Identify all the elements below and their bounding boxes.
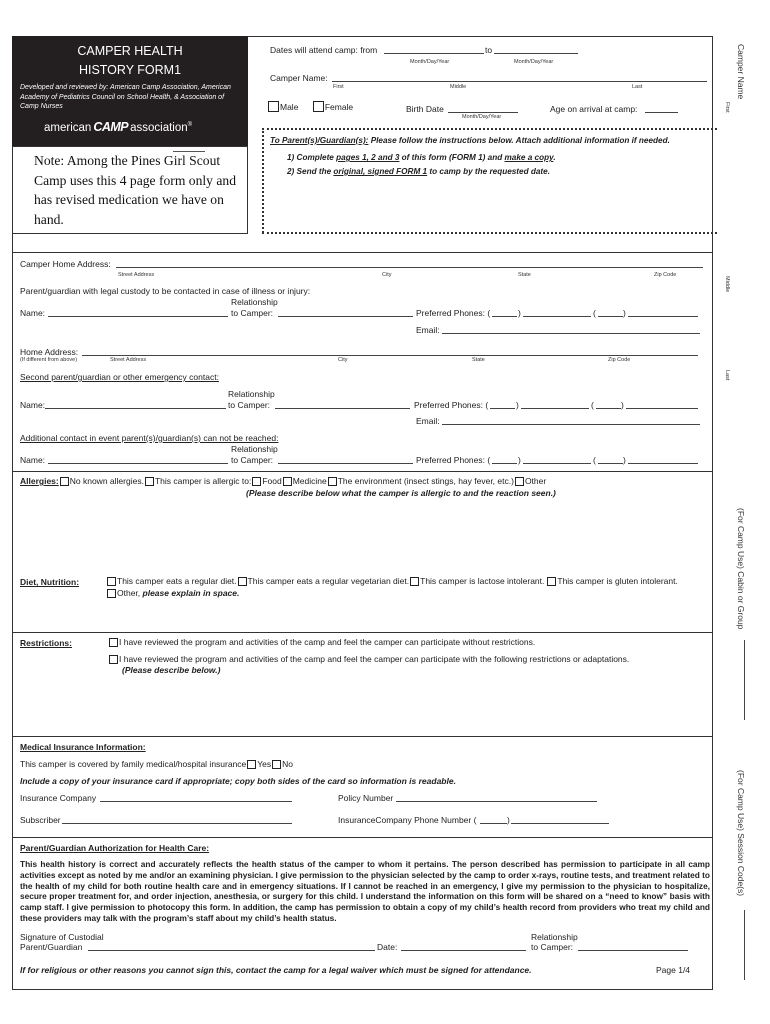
sidebar-session: (For Camp Use) Session Code(s) xyxy=(736,770,746,897)
p1-phone1-paren: ) xyxy=(518,308,521,318)
name-first-hint: First xyxy=(333,84,344,90)
subscriber-label: Subscriber xyxy=(20,815,61,825)
gluten-label: This camper is gluten intolerant. xyxy=(557,576,678,586)
insurance-label: Medical Insurance Information: xyxy=(20,742,146,752)
diet-other-label: Other, xyxy=(117,588,143,598)
instructions-lead xyxy=(270,136,670,145)
date-from-field[interactable] xyxy=(384,53,484,54)
title-box xyxy=(12,36,248,146)
waiver-note: If for religious or other reasons you cannot sign this, contact the camp for a legal waiver which must be signed for attendance. xyxy=(20,965,532,975)
p3-relationship-label: Relationship xyxy=(231,444,278,454)
sig-to-camper-label: to Camper: xyxy=(531,942,574,952)
p1-name-label: Name: xyxy=(20,308,46,318)
p1-phone1-field[interactable] xyxy=(523,316,591,317)
p1-relationship-field[interactable] xyxy=(278,316,413,317)
p3-name-field[interactable] xyxy=(48,463,228,464)
p1-phones-label: Preferred Phones: ( xyxy=(416,308,491,318)
sidebar-middle: Middle xyxy=(724,276,730,293)
alt-city-hint: City xyxy=(338,357,348,363)
camper-name-label: Camper Name: xyxy=(270,73,328,83)
p2-phone2-paren-open: ( xyxy=(591,400,594,410)
no-restrictions-checkbox[interactable] xyxy=(109,638,118,647)
insurance-phone-paren: ) xyxy=(507,815,510,825)
age-field[interactable] xyxy=(645,112,678,113)
vegetarian-diet-checkbox[interactable] xyxy=(238,577,247,586)
insurance-phone-area[interactable] xyxy=(480,823,507,824)
sidebar-camper-name: Camper Name xyxy=(736,44,746,100)
instructions-top-border xyxy=(262,128,717,130)
p1-phone2-area[interactable] xyxy=(598,316,623,317)
insurance-covered-row xyxy=(20,759,293,769)
sidebar-last: Last xyxy=(724,370,730,381)
authorization-divider xyxy=(12,837,713,838)
street-hint: Street Address xyxy=(118,272,155,278)
additional-contact-label: Additional contact in event parent(s)/guardian(s) can not be reached: xyxy=(20,433,279,443)
signature-date-field[interactable] xyxy=(401,950,526,951)
p2-relationship-label: Relationship xyxy=(228,389,275,399)
food-label: Food xyxy=(262,476,282,486)
medicine-label: Medicine xyxy=(292,476,327,486)
insurance-no-checkbox[interactable] xyxy=(272,760,281,769)
second-parent-label: Second parent/guardian or other emergency contact: xyxy=(20,372,219,382)
sidebar-first: First xyxy=(724,102,730,113)
to-label: to xyxy=(485,45,493,55)
diet-other-row xyxy=(106,588,239,598)
p1-email-label: Email: xyxy=(416,325,440,335)
subscriber-field[interactable] xyxy=(62,823,292,824)
signature-label-2: Parent/Guardian xyxy=(20,942,83,952)
step2-text-b: to camp by the requested date. xyxy=(427,167,550,176)
allergies-row xyxy=(20,476,546,486)
name-middle-hint: Middle xyxy=(450,84,467,90)
lactose-label: This camper is lactose intolerant. xyxy=(420,576,545,586)
insurance-company-label: Insurance Company xyxy=(20,793,97,803)
instructions-left-border xyxy=(262,128,264,233)
p3-phone1-area[interactable] xyxy=(492,463,517,464)
insurance-covered-label: This camper is covered by family medical/hospital insurance xyxy=(20,759,247,769)
insurance-phone-field[interactable] xyxy=(511,823,609,824)
camp-note-box xyxy=(12,146,248,234)
dates-label: Dates will attend camp: from xyxy=(270,45,378,55)
p2-phone2-field[interactable] xyxy=(626,408,698,409)
other-allergy-label: Other xyxy=(524,476,547,486)
insurance-yes-label: Yes xyxy=(257,759,272,769)
p3-phone1-paren: ) xyxy=(518,455,521,465)
p3-phone2-paren-open: ( xyxy=(593,455,596,465)
p1-phone2-paren-open: ( xyxy=(593,308,596,318)
instructions-step2 xyxy=(287,167,550,176)
food-checkbox[interactable] xyxy=(252,477,261,486)
age-label: Age on arrival at camp: xyxy=(550,104,638,114)
insurance-company-field[interactable] xyxy=(100,801,292,802)
p1-phone2-paren: ) xyxy=(623,308,626,318)
environment-label: The environment (insect stings, hay fever, etc.) xyxy=(337,476,514,486)
environment-checkbox[interactable] xyxy=(328,477,337,486)
p2-phone1-field[interactable] xyxy=(521,408,589,409)
header-divider xyxy=(12,252,713,253)
instructions-bottom-border xyxy=(262,232,717,234)
allergies-describe: (Please describe below what the camper is allergic to and the reaction seen.) xyxy=(246,488,556,498)
p1-phone2-field[interactable] xyxy=(628,316,698,317)
p2-phones-label: Preferred Phones: ( xyxy=(414,400,489,410)
alt-state-hint: State xyxy=(472,357,485,363)
allergies-divider xyxy=(12,471,713,472)
home-address-label: Camper Home Address: xyxy=(20,259,111,269)
aca-logo xyxy=(44,120,192,134)
name-last-hint: Last xyxy=(632,84,643,90)
camp-note: Note: Among the Pines Girl Scout Camp uses this 4 page form only and has revised medication we have on hand. xyxy=(34,153,236,227)
form-title-line1: CAMPER HEALTH xyxy=(77,44,183,58)
authorization-label: Parent/Guardian Authorization for Health Care: xyxy=(20,843,210,853)
custody-label: Parent/guardian with legal custody to be contacted in case of illness or injury: xyxy=(20,286,311,296)
birth-mdy-hint: Month/Day/Year xyxy=(462,114,502,120)
logo-text-left: american xyxy=(44,122,92,134)
instructions-step1 xyxy=(287,153,556,162)
other-allergy-checkbox[interactable] xyxy=(515,477,524,486)
p2-name-field[interactable] xyxy=(45,408,226,409)
gluten-checkbox[interactable] xyxy=(547,577,556,586)
home-address-field[interactable] xyxy=(116,267,703,268)
male-label: Male xyxy=(280,102,299,112)
p2-phone2-area[interactable] xyxy=(596,408,621,409)
if-different-hint: (If different from above) xyxy=(20,357,78,363)
authorization-body: This health history is correct and accurately reflects the health status of the camper to whom it pertains. The person described has permission to participate in all camp activities except as noted by me and/or an examining physician. I give permission to the physician selected by the camp to order x-rays, routine tests, and treatment related to the health of my child for both routine health care and in emergency situations. If I cannot be reached in an emergency, I give my permission to the physician to hospitalize, secure proper treatment for, and order injection, anesthesia, or surgery for this child. I understand the information on this form will be shared on a “need to know” basis with camp staff. I give permission to photocopy this form. In addition, the camp has permission to obtain a copy of my child’s health record from providers who treat my child and these providers may talk with the program’s staff about my child’s health status. xyxy=(20,859,710,923)
step1-pages: pages 1, 2 and 3 xyxy=(336,153,400,162)
p3-phone2-area[interactable] xyxy=(598,463,623,464)
mdy-from: Month/Day/Year xyxy=(410,59,450,65)
insurance-phone-label: InsuranceCompany Phone Number ( xyxy=(338,815,477,825)
p1-name-field[interactable] xyxy=(48,316,228,317)
regular-diet-label: This camper eats a regular diet. xyxy=(117,576,237,586)
p1-to-camper-label: to Camper: xyxy=(231,308,274,318)
p3-to-camper-label: to Camper: xyxy=(231,455,274,465)
p3-phone2-field[interactable] xyxy=(628,463,698,464)
female-label: Female xyxy=(324,102,354,112)
p3-phone2-paren: ) xyxy=(623,455,626,465)
step1-text-c: . xyxy=(553,153,556,162)
medicine-checkbox[interactable] xyxy=(283,477,292,486)
with-restrictions-label: I have reviewed the program and activities of the camp and feel the camper can participate with the following restrictions or adaptations. xyxy=(119,654,630,664)
alt-home-address-field[interactable] xyxy=(82,355,698,356)
vegetarian-diet-label: This camper eats a regular vegetarian diet. xyxy=(247,576,410,586)
p2-email-label: Email: xyxy=(416,416,440,426)
regular-diet-checkbox[interactable] xyxy=(107,577,116,586)
zip-hint: Zip Code xyxy=(654,272,677,278)
restrictions-label: Restrictions: xyxy=(20,638,72,648)
logo-registered-mark: ® xyxy=(187,122,193,128)
p2-relationship-field[interactable] xyxy=(275,408,410,409)
logo-text-right: association xyxy=(130,122,188,134)
instructions-to-parents: To Parent(s)/Guardian(s): xyxy=(270,136,369,145)
male-checkbox[interactable] xyxy=(268,101,279,112)
restrictions-with-row xyxy=(108,654,629,664)
p2-name-label: Name: xyxy=(20,400,46,410)
allergies-label: Allergies: xyxy=(20,476,59,486)
birth-date-field[interactable] xyxy=(448,112,518,113)
no-restrictions-label: I have reviewed the program and activities of the camp and feel the camper can participate without restrictions. xyxy=(119,637,536,647)
date-to-field[interactable] xyxy=(494,53,578,54)
diet-other-checkbox[interactable] xyxy=(107,589,116,598)
insurance-yes-checkbox[interactable] xyxy=(247,760,256,769)
insurance-include-note: Include a copy of your insurance card if appropriate; copy both sides of the card so information is readable. xyxy=(20,776,456,786)
diet-label: Diet, Nutrition: xyxy=(20,577,80,587)
state-hint: State xyxy=(518,272,531,278)
p2-phone1-paren: ) xyxy=(516,400,519,410)
p1-phone1-area[interactable] xyxy=(492,316,517,317)
insurance-divider xyxy=(12,736,713,737)
p3-relationship-field[interactable] xyxy=(278,463,413,464)
diet-other-explain: please explain in space. xyxy=(142,588,240,598)
with-restrictions-checkbox[interactable] xyxy=(109,655,118,664)
developed-by-text: Developed and reviewed by: American Camp Association, American Academy of Pediatrics Council on School Health, & Association of Camp Nurses xyxy=(20,84,231,110)
alt-home-address-label: Home Address: xyxy=(20,347,79,357)
allergic-to-checkbox[interactable] xyxy=(145,477,154,486)
p2-email-field[interactable] xyxy=(442,424,700,425)
sig-relationship-field[interactable] xyxy=(578,950,688,951)
policy-number-label: Policy Number xyxy=(338,793,394,803)
sex-row xyxy=(267,101,353,112)
diet-options-row xyxy=(106,576,678,586)
instructions-text: Please follow the instructions below. Attach additional information if needed. xyxy=(368,136,670,145)
cabin-field[interactable] xyxy=(744,640,745,720)
step1-copy: make a copy xyxy=(504,153,554,162)
sidebar-cabin: (For Camp Use) Cabin or Group xyxy=(736,508,746,630)
p2-phone2-paren: ) xyxy=(621,400,624,410)
policy-number-field[interactable] xyxy=(396,801,597,802)
step2-text-a: 2) Send the xyxy=(287,167,334,176)
city-hint: City xyxy=(382,272,392,278)
date-label: Date: xyxy=(377,942,398,952)
p3-phone1-field[interactable] xyxy=(523,463,591,464)
female-checkbox[interactable] xyxy=(313,101,324,112)
restrictions-without-row xyxy=(108,637,535,647)
restrictions-divider xyxy=(12,632,713,633)
allergic-to-label: This camper is allergic to: xyxy=(154,476,252,486)
restrictions-describe: (Please describe below.) xyxy=(122,665,221,675)
camper-name-field[interactable] xyxy=(332,81,707,82)
signature-field[interactable] xyxy=(88,950,375,951)
insurance-no-label: No xyxy=(282,759,294,769)
birth-date-label: Birth Date xyxy=(406,104,444,114)
signature-label-1: Signature of Custodial xyxy=(20,932,104,942)
p3-name-label: Name: xyxy=(20,455,46,465)
lactose-checkbox[interactable] xyxy=(410,577,419,586)
p2-to-camper-label: to Camper: xyxy=(228,400,271,410)
no-allergies-checkbox[interactable] xyxy=(60,477,69,486)
no-allergies-label: No known allergies. xyxy=(69,476,144,486)
p1-email-field[interactable] xyxy=(442,333,700,334)
alt-zip-hint: Zip Code xyxy=(608,357,631,363)
step1-text-a: 1) Complete xyxy=(287,153,337,162)
step1-text-b: of this form (FORM 1) and xyxy=(399,153,505,162)
mdy-to: Month/Day/Year xyxy=(514,59,554,65)
sig-relationship-label: Relationship xyxy=(531,932,578,942)
step2-original: original, signed FORM 1 xyxy=(333,167,428,176)
p2-phone1-area[interactable] xyxy=(490,408,515,409)
p3-phones-label: Preferred Phones: ( xyxy=(416,455,491,465)
alt-street-hint: Street Address xyxy=(110,357,147,363)
logo-text-mid: CAMP xyxy=(93,120,129,134)
session-field[interactable] xyxy=(744,910,745,980)
form-title-line2: HISTORY FORM1 xyxy=(78,63,182,77)
page-number: Page 1/4 xyxy=(656,965,691,975)
p1-relationship-label: Relationship xyxy=(231,297,278,307)
